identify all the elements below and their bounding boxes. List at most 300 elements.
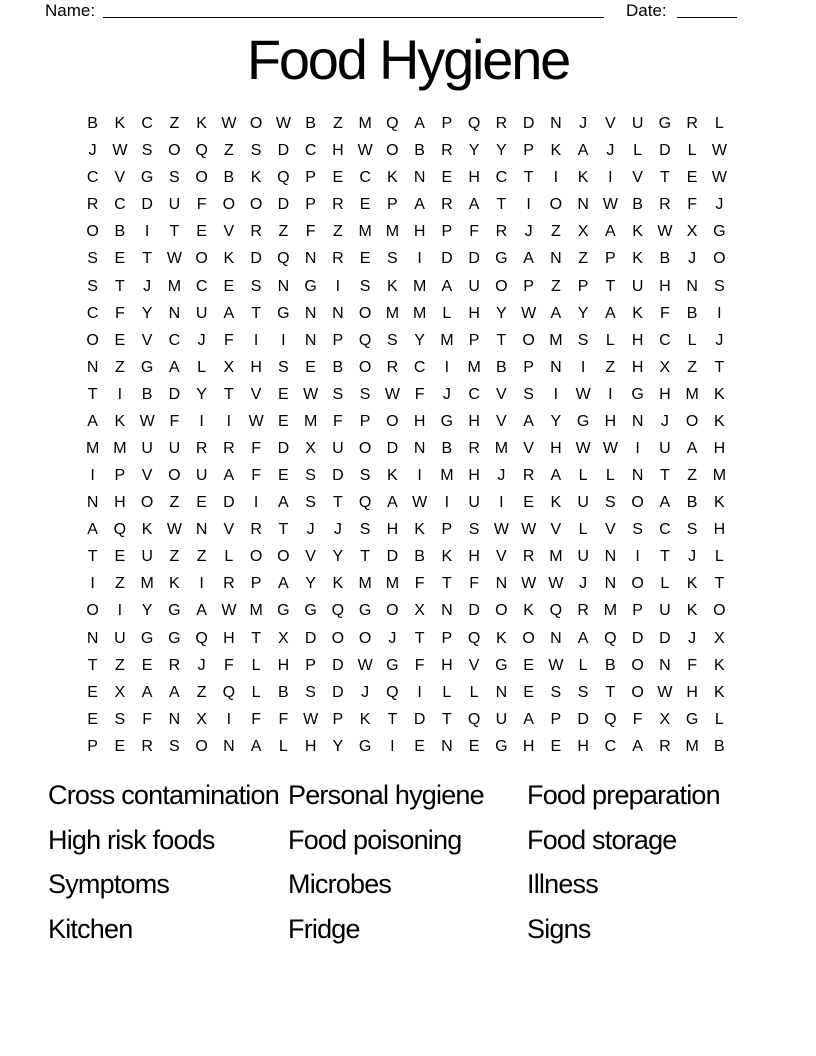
puzzle-title: Food Hygiene: [246, 28, 570, 91]
grid-letter-r23c3: F: [142, 710, 153, 728]
grid-letter-r22c10: D: [332, 683, 344, 701]
grid-letter-r2c2: W: [112, 142, 128, 160]
grid-letter-r23c19: D: [577, 710, 589, 728]
grid-letter-r9c6: F: [223, 331, 234, 349]
grid-letter-r11c2: I: [117, 385, 123, 403]
grid-letter-r9c10: P: [332, 331, 344, 349]
grid-letter-r21c5: J: [197, 656, 206, 674]
grid-letter-r11c10: S: [332, 385, 344, 403]
grid-letter-r18c5: I: [199, 575, 204, 593]
grid-letter-r1c21: U: [631, 115, 644, 133]
grid-letter-r9c12: S: [387, 331, 398, 349]
grid-letter-r7c10: I: [335, 277, 341, 295]
grid-letter-r15c9: S: [305, 494, 316, 512]
grid-letter-r19c3: Y: [141, 602, 153, 620]
grid-letter-r17c19: U: [577, 548, 589, 566]
grid-letter-r8c20: A: [605, 304, 616, 322]
grid-letter-r17c18: M: [549, 548, 563, 566]
grid-letter-r6c10: R: [332, 250, 344, 268]
grid-letter-r18c21: O: [631, 575, 644, 593]
grid-letter-r22c22: W: [657, 683, 673, 701]
grid-letter-r24c15: E: [468, 737, 480, 755]
grid-letter-r13c10: U: [332, 439, 344, 457]
grid-letter-r1c7: O: [249, 115, 263, 133]
grid-letter-r6c12: S: [387, 250, 398, 268]
grid-letter-r3c22: T: [659, 169, 670, 187]
grid-letter-r21c2: Z: [114, 656, 125, 674]
grid-letter-r21c14: H: [441, 656, 453, 674]
grid-letter-r8c16: Y: [496, 304, 507, 322]
grid-letter-r24c16: G: [495, 737, 508, 755]
grid-letter-r5c18: Z: [550, 223, 561, 241]
grid-letter-r24c5: O: [195, 737, 208, 755]
grid-letter-r11c20: I: [608, 385, 613, 403]
grid-letter-r8c18: A: [550, 304, 562, 322]
grid-letter-r3c15: H: [468, 169, 480, 187]
grid-letter-r8c2: F: [114, 304, 125, 322]
grid-letter-r1c8: W: [275, 115, 291, 133]
grid-letter-r16c24: H: [713, 521, 726, 539]
grid-letter-r9c1: O: [86, 331, 99, 349]
grid-letter-r10c20: Z: [605, 358, 616, 376]
grid-letter-r1c22: G: [658, 115, 672, 133]
grid-letter-r9c22: C: [659, 331, 671, 349]
grid-letter-r8c15: H: [468, 304, 480, 322]
grid-letter-r18c4: K: [169, 575, 180, 593]
grid-letter-r23c14: T: [441, 710, 452, 728]
grid-letter-r20c23: J: [688, 629, 697, 647]
grid-letter-r19c22: U: [659, 602, 671, 620]
grid-letter-r10c10: B: [332, 358, 344, 376]
grid-letter-r20c10: O: [331, 629, 345, 647]
grid-letter-r15c5: E: [196, 494, 207, 512]
grid-letter-r14c3: V: [141, 467, 153, 485]
grid-letter-r22c8: B: [278, 683, 289, 701]
grid-letter-r15c16: I: [499, 494, 504, 512]
grid-letter-r5c17: J: [524, 223, 533, 241]
grid-letter-r24c10: Y: [332, 737, 344, 755]
grid-letter-r14c24: M: [712, 467, 727, 485]
grid-letter-r8c4: N: [168, 304, 181, 322]
grid-letter-r13c22: U: [659, 439, 671, 457]
grid-letter-r3c12: K: [387, 169, 398, 187]
grid-letter-r10c17: P: [523, 358, 534, 376]
grid-letter-r11c7: V: [250, 385, 262, 403]
grid-letter-r10c4: A: [169, 358, 180, 376]
grid-letter-r11c24: K: [714, 385, 725, 403]
grid-letter-r23c1: E: [87, 710, 98, 728]
grid-letter-r14c2: P: [114, 467, 126, 485]
grid-letter-r5c14: P: [441, 223, 453, 241]
grid-letter-r12c19: G: [576, 412, 590, 430]
grid-letter-r4c21: B: [632, 196, 643, 214]
grid-letter-r19c20: M: [603, 602, 618, 620]
word-item: Fridge: [288, 914, 360, 945]
grid-letter-r9c17: O: [522, 331, 535, 349]
grid-letter-r23c5: X: [196, 710, 207, 728]
grid-letter-r19c9: G: [304, 602, 317, 620]
grid-letter-r9c11: Q: [358, 331, 372, 349]
grid-letter-r20c2: U: [114, 629, 126, 647]
grid-letter-r10c18: N: [550, 358, 562, 376]
grid-letter-r6c15: D: [468, 250, 480, 268]
grid-letter-r6c1: S: [87, 250, 98, 268]
grid-letter-r13c4: U: [168, 439, 181, 457]
grid-letter-r12c3: W: [139, 412, 155, 430]
grid-letter-r22c3: A: [141, 683, 153, 701]
word-item: Personal hygiene: [288, 780, 484, 810]
grid-letter-r2c20: J: [606, 142, 615, 160]
grid-letter-r7c14: A: [441, 277, 453, 295]
grid-letter-r24c24: B: [714, 737, 725, 755]
grid-letter-r3c17: T: [523, 169, 534, 187]
grid-letter-r9c18: M: [549, 331, 563, 349]
grid-letter-r23c17: A: [523, 710, 534, 728]
grid-letter-r14c9: S: [305, 467, 316, 485]
grid-letter-r1c4: Z: [169, 115, 180, 133]
grid-letter-r8c23: B: [686, 304, 698, 322]
grid-letter-r3c16: C: [495, 169, 508, 187]
grid-letter-r21c8: H: [277, 656, 290, 674]
grid-letter-r10c22: X: [659, 358, 671, 376]
grid-letter-r21c4: R: [168, 656, 181, 674]
grid-letter-r14c15: H: [468, 467, 480, 485]
grid-letter-r23c8: F: [278, 710, 289, 728]
grid-letter-r1c17: D: [522, 115, 535, 133]
grid-letter-r6c6: K: [223, 250, 235, 268]
grid-letter-r22c19: S: [577, 683, 589, 701]
grid-letter-r17c1: T: [87, 548, 98, 566]
grid-letter-r23c18: P: [550, 710, 562, 728]
grid-letter-r9c20: L: [605, 331, 615, 349]
grid-letter-r16c23: S: [686, 521, 698, 539]
grid-letter-r24c7: A: [250, 737, 262, 755]
grid-letter-r4c6: O: [222, 196, 236, 214]
grid-letter-r3c5: O: [195, 169, 208, 187]
grid-letter-r22c18: S: [550, 683, 562, 701]
grid-letter-r12c18: Y: [550, 412, 562, 430]
grid-letter-r9c24: J: [715, 331, 724, 349]
grid-letter-r21c12: G: [386, 656, 399, 674]
grid-letter-r17c2: E: [114, 548, 126, 566]
grid-letter-r2c21: L: [633, 142, 643, 160]
grid-letter-r19c5: A: [196, 602, 207, 620]
grid-letter-r8c3: Y: [141, 304, 153, 322]
grid-letter-r22c20: T: [605, 683, 616, 701]
grid-letter-r4c7: O: [249, 196, 263, 214]
grid-letter-r6c2: E: [114, 250, 126, 268]
grid-letter-r10c13: C: [413, 358, 426, 376]
grid-letter-r2c4: O: [168, 142, 181, 160]
grid-letter-r21c1: T: [87, 656, 98, 674]
grid-letter-r4c3: D: [141, 196, 153, 214]
grid-letter-r15c10: T: [332, 494, 343, 512]
grid-letter-r7c15: U: [468, 277, 480, 295]
word-list: [0, 780, 816, 970]
grid-letter-r10c16: B: [496, 358, 507, 376]
grid-letter-r7c8: N: [277, 277, 290, 295]
grid-letter-r3c23: E: [686, 169, 698, 187]
grid-letter-r16c1: A: [87, 521, 98, 539]
grid-letter-r18c20: N: [604, 575, 617, 593]
grid-letter-r11c4: D: [168, 385, 181, 403]
grid-letter-r2c9: C: [304, 142, 317, 160]
grid-letter-r21c13: F: [414, 656, 425, 674]
grid-letter-r12c1: A: [87, 412, 98, 430]
grid-letter-r18c12: M: [385, 575, 400, 593]
grid-letter-r20c4: G: [168, 629, 181, 647]
grid-letter-r3c10: E: [332, 169, 344, 187]
grid-letter-r16c2: Q: [113, 521, 127, 539]
grid-letter-r3c20: I: [608, 169, 613, 187]
grid-letter-r18c23: K: [686, 575, 698, 593]
grid-letter-r14c10: D: [332, 467, 344, 485]
grid-letter-r18c22: L: [660, 575, 670, 593]
grid-letter-r2c5: Q: [195, 142, 208, 160]
grid-letter-r16c13: K: [414, 521, 425, 539]
grid-letter-r17c9: V: [305, 548, 316, 566]
grid-letter-r18c1: I: [90, 575, 95, 593]
grid-letter-r9c3: V: [141, 331, 153, 349]
grid-letter-r19c16: O: [495, 602, 508, 620]
grid-letter-r19c4: G: [168, 602, 181, 620]
grid-letter-r18c11: M: [358, 575, 372, 593]
grid-letter-r12c8: E: [278, 412, 289, 430]
word-item: Food preparation: [527, 780, 720, 810]
grid-letter-r11c1: T: [87, 385, 98, 403]
grid-letter-r12c4: F: [169, 412, 180, 430]
grid-letter-r7c13: M: [412, 277, 427, 295]
grid-letter-r10c5: L: [197, 358, 207, 376]
grid-letter-r19c15: D: [468, 602, 480, 620]
grid-letter-r16c4: W: [166, 521, 182, 539]
grid-letter-r5c15: F: [469, 223, 480, 241]
grid-letter-r11c19: W: [575, 385, 591, 403]
grid-letter-r11c22: H: [659, 385, 671, 403]
grid-letter-r5c5: E: [196, 223, 207, 241]
grid-letter-r14c8: E: [278, 467, 289, 485]
grid-letter-r4c5: F: [196, 196, 207, 214]
grid-letter-r15c1: N: [86, 494, 99, 512]
grid-letter-r20c16: K: [496, 629, 507, 647]
word-item: Food poisoning: [288, 824, 462, 855]
grid-letter-r5c24: G: [713, 223, 726, 241]
grid-letter-r17c20: N: [604, 548, 617, 566]
grid-letter-r14c20: L: [605, 467, 615, 485]
grid-letter-r7c19: P: [577, 277, 589, 295]
grid-letter-r8c10: N: [332, 304, 344, 322]
grid-letter-r2c16: Y: [496, 142, 507, 160]
grid-letter-r15c6: D: [223, 494, 235, 512]
grid-letter-r13c18: H: [550, 439, 562, 457]
grid-letter-r23c4: N: [168, 710, 181, 728]
grid-letter-r15c18: K: [550, 494, 562, 512]
grid-letter-r2c3: S: [141, 142, 153, 160]
grid-letter-r17c11: T: [360, 548, 371, 566]
grid-letter-r17c21: I: [635, 548, 640, 566]
grid-letter-r12c9: M: [303, 412, 318, 430]
grid-letter-r13c15: R: [468, 439, 480, 457]
grid-letter-r14c16: J: [497, 467, 506, 485]
grid-letter-r3c11: C: [359, 169, 371, 187]
grid-letter-r2c7: S: [250, 142, 262, 160]
grid-letter-r2c24: W: [711, 142, 727, 160]
grid-letter-r3c9: P: [305, 169, 316, 187]
grid-letter-r18c15: F: [469, 575, 480, 593]
grid-letter-r7c1: S: [87, 277, 98, 295]
grid-letter-r21c16: G: [495, 656, 508, 674]
grid-letter-r7c16: O: [495, 277, 508, 295]
grid-letter-r12c10: F: [332, 412, 343, 430]
grid-letter-r21c23: F: [687, 656, 698, 674]
grid-letter-r11c21: G: [631, 385, 644, 403]
grid-letter-r23c23: G: [685, 710, 699, 728]
grid-letter-r6c23: J: [688, 250, 697, 268]
grid-letter-r8c24: I: [717, 304, 722, 322]
grid-letter-r15c7: I: [253, 494, 259, 512]
grid-letter-r9c5: J: [197, 331, 206, 349]
grid-letter-r24c21: A: [632, 737, 643, 755]
grid-letter-r21c24: K: [714, 656, 725, 674]
grid-letter-r19c12: O: [386, 602, 399, 620]
grid-letter-r12c13: H: [413, 412, 426, 430]
grid-letter-r4c13: A: [414, 196, 425, 214]
grid-letter-r18c24: T: [714, 575, 725, 593]
grid-letter-r24c2: E: [114, 737, 126, 755]
grid-letter-r23c24: L: [714, 710, 724, 728]
grid-letter-r3c3: G: [140, 169, 154, 187]
grid-letter-r22c17: E: [523, 683, 534, 701]
grid-letter-r1c2: K: [114, 115, 126, 133]
grid-letter-r24c8: L: [278, 737, 288, 755]
grid-letter-r6c24: O: [713, 250, 726, 268]
grid-letter-r22c14: L: [442, 683, 452, 701]
grid-letter-r23c21: F: [632, 710, 643, 728]
grid-letter-r16c6: V: [223, 521, 235, 539]
grid-letter-r5c8: Z: [278, 223, 289, 241]
grid-letter-r10c23: Z: [687, 358, 698, 376]
grid-letter-r6c4: W: [166, 250, 182, 268]
grid-letter-r8c17: W: [521, 304, 537, 322]
grid-letter-r13c14: B: [441, 439, 453, 457]
grid-letter-r22c4: A: [169, 683, 180, 701]
grid-letter-r23c6: I: [226, 710, 232, 728]
grid-letter-r20c14: P: [441, 629, 453, 647]
grid-letter-r3c1: C: [86, 169, 99, 187]
grid-letter-r20c18: N: [550, 629, 562, 647]
grid-letter-r2c12: O: [386, 142, 399, 160]
grid-letter-r1c10: Z: [332, 115, 343, 133]
grid-letter-r10c9: E: [305, 358, 316, 376]
name-label: Name:: [45, 1, 96, 20]
grid-letter-r21c6: F: [223, 656, 234, 674]
grid-letter-r19c17: K: [523, 602, 534, 620]
grid-letter-r5c9: F: [305, 223, 316, 241]
grid-letter-r1c14: P: [441, 115, 453, 133]
grid-letter-r11c18: I: [553, 385, 559, 403]
grid-letter-r16c15: S: [468, 521, 480, 539]
grid-letter-r3c18: I: [553, 169, 559, 187]
grid-letter-r14c17: R: [522, 467, 535, 485]
grid-letter-r15c21: O: [631, 494, 644, 512]
grid-letter-r16c3: K: [141, 521, 153, 539]
grid-letter-r2c13: B: [414, 142, 425, 160]
grid-letter-r15c20: S: [605, 494, 616, 512]
grid-letter-r14c7: F: [251, 467, 262, 485]
grid-letter-r10c24: T: [714, 358, 725, 376]
grid-letter-r5c2: B: [114, 223, 126, 241]
grid-letter-r22c15: L: [469, 683, 479, 701]
grid-letter-r11c15: C: [468, 385, 480, 403]
grid-letter-r19c18: Q: [549, 602, 563, 620]
grid-letter-r19c11: G: [358, 602, 372, 620]
grid-letter-r4c4: U: [168, 196, 181, 214]
grid-letter-r15c2: H: [114, 494, 126, 512]
grid-letter-r14c23: Z: [687, 467, 698, 485]
grid-letter-r12c12: O: [386, 412, 399, 430]
grid-letter-r8c6: A: [223, 304, 235, 322]
grid-letter-r7c12: K: [387, 277, 398, 295]
grid-letter-r8c22: F: [659, 304, 670, 322]
grid-letter-r23c13: D: [413, 710, 426, 728]
grid-letter-r13c1: M: [85, 439, 100, 457]
grid-letter-r13c8: D: [277, 439, 290, 457]
grid-letter-r10c21: H: [631, 358, 644, 376]
grid-letter-r4c1: R: [86, 196, 99, 214]
grid-letter-r1c16: R: [495, 115, 508, 133]
grid-letter-r8c5: U: [195, 304, 208, 322]
grid-letter-r11c14: J: [442, 385, 451, 403]
grid-letter-r16c11: S: [359, 521, 371, 539]
grid-letter-r20c22: D: [659, 629, 671, 647]
grid-letter-r10c11: O: [358, 358, 372, 376]
grid-letter-r15c12: A: [387, 494, 398, 512]
grid-letter-r4c15: A: [468, 196, 480, 214]
grid-letter-r20c11: O: [358, 629, 372, 647]
grid-letter-r3c7: K: [250, 169, 262, 187]
grid-letter-r14c22: T: [659, 467, 670, 485]
grid-letter-r7c3: J: [143, 277, 152, 295]
grid-letter-r16c16: W: [493, 521, 509, 539]
grid-letter-r24c13: E: [414, 737, 425, 755]
grid-letter-r20c3: G: [140, 629, 154, 647]
word-item: Cross contamination: [48, 780, 279, 810]
grid-letter-r16c10: J: [333, 521, 342, 539]
grid-letter-r23c15: Q: [467, 710, 481, 728]
grid-letter-r22c21: O: [631, 683, 644, 701]
grid-letter-r7c4: M: [167, 277, 182, 295]
grid-letter-r14c5: U: [195, 467, 208, 485]
grid-letter-r12c14: G: [440, 412, 454, 430]
grid-letter-r24c4: S: [169, 737, 180, 755]
grid-letter-r21c21: O: [631, 656, 644, 674]
grid-letter-r24c22: R: [659, 737, 671, 755]
grid-letter-r17c24: L: [714, 548, 724, 566]
grid-letter-r8c14: L: [442, 304, 452, 322]
grid-letter-r7c9: G: [304, 277, 317, 295]
grid-letter-r21c10: D: [332, 656, 344, 674]
grid-letter-r23c7: F: [251, 710, 262, 728]
grid-letter-r8c1: C: [86, 304, 99, 322]
grid-letter-r8c19: Y: [577, 304, 589, 322]
grid-letter-r12c17: A: [523, 412, 534, 430]
grid-letter-r2c1: J: [88, 142, 97, 160]
grid-letter-r19c23: K: [686, 602, 698, 620]
grid-letter-r19c10: Q: [331, 602, 345, 620]
grid-letter-r22c1: E: [87, 683, 98, 701]
grid-letter-r3c2: V: [114, 169, 126, 187]
grid-letter-r15c24: K: [714, 494, 725, 512]
